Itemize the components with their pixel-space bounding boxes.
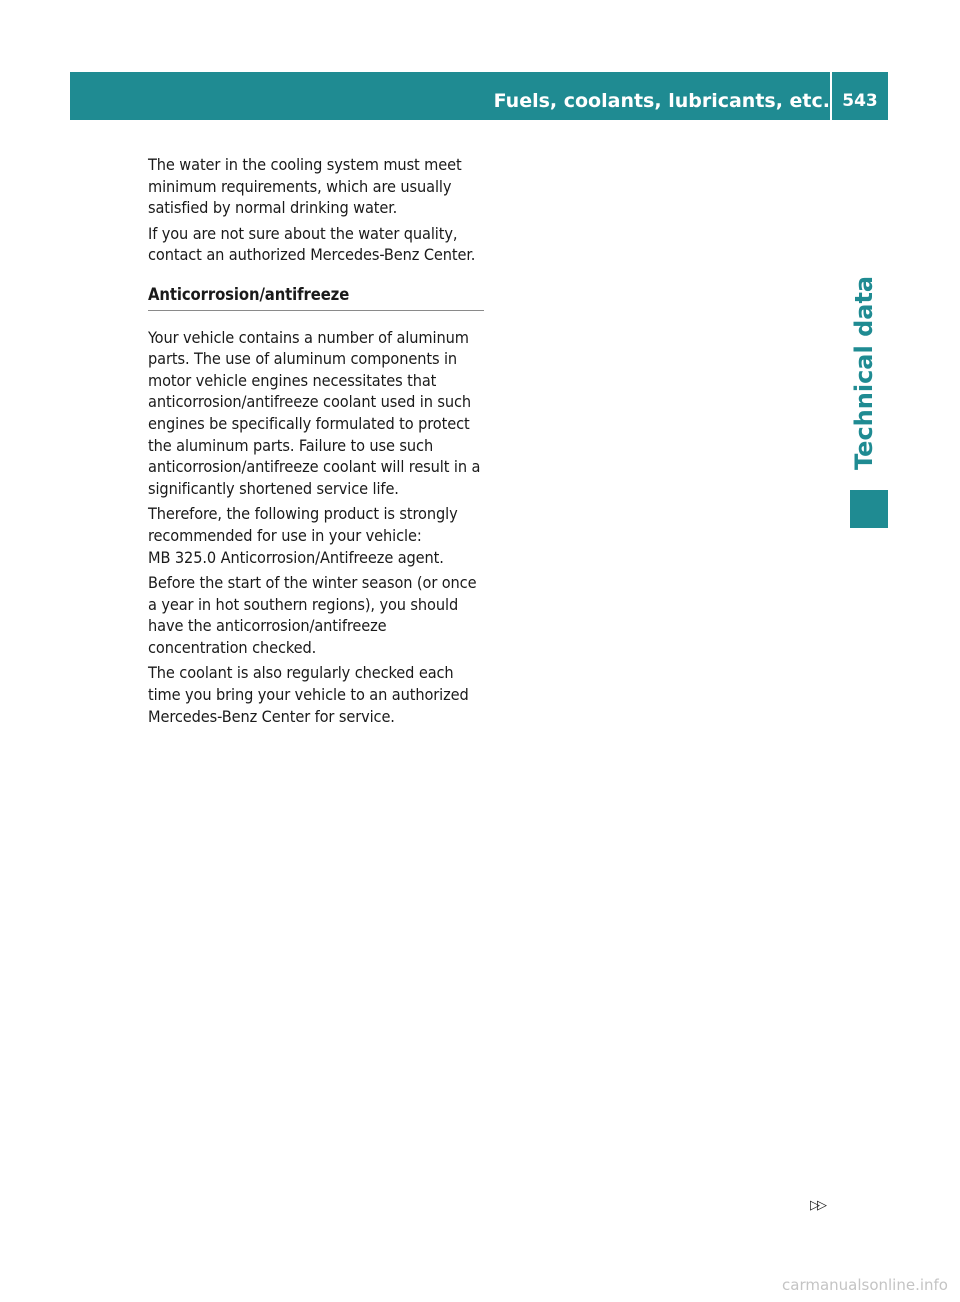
- body-paragraph: The water in the cooling system must meet minimum requirements, which are usually satisfied by normal drinking water.: [148, 155, 462, 218]
- section-heading: Anticorrosion/antifreeze: [148, 284, 484, 311]
- body-text: Therefore, the following product is strongly recommended for use in your vehicle:: [148, 504, 458, 545]
- body-paragraph: If you are not sure about the water quality, contact an authorized Mercedes-Benz Center.: [148, 223, 476, 265]
- continue-arrow-icon: ▷▷: [810, 1198, 824, 1213]
- page-content: [148, 154, 484, 731]
- chapter-title: Fuels, coolants, lubricants, etc.: [493, 90, 830, 112]
- body-paragraph: [148, 503, 484, 568]
- body-paragraph: Before the start of the winter season (or once a year in hot southern regions), you should have the anticorrosion/antifreeze concentration checked.: [148, 573, 477, 657]
- side-tab-text: Technical data: [850, 275, 878, 470]
- body-paragraph: Your vehicle contains a number of aluminum parts. The use of aluminum components in motor vehicle engines necessitates that anticorrosion/antifreeze coolant used in such engines be specifically formulated to protect the aluminum parts. Failure to use such anticorrosion/antifreeze coolant will result in a significantly shortened service life.: [148, 327, 481, 498]
- watermark: carmanualsonline.info: [782, 1276, 948, 1294]
- product-name: MB 325.0 Anticorrosion/Antifreeze agent.: [148, 547, 444, 567]
- page-header: [70, 72, 888, 120]
- body-paragraph: The coolant is also regularly checked each time you bring your vehicle to an authorized Mercedes-Benz Center for service.: [148, 663, 469, 726]
- page-number: 543: [842, 91, 878, 111]
- side-tab-marker: [850, 490, 888, 528]
